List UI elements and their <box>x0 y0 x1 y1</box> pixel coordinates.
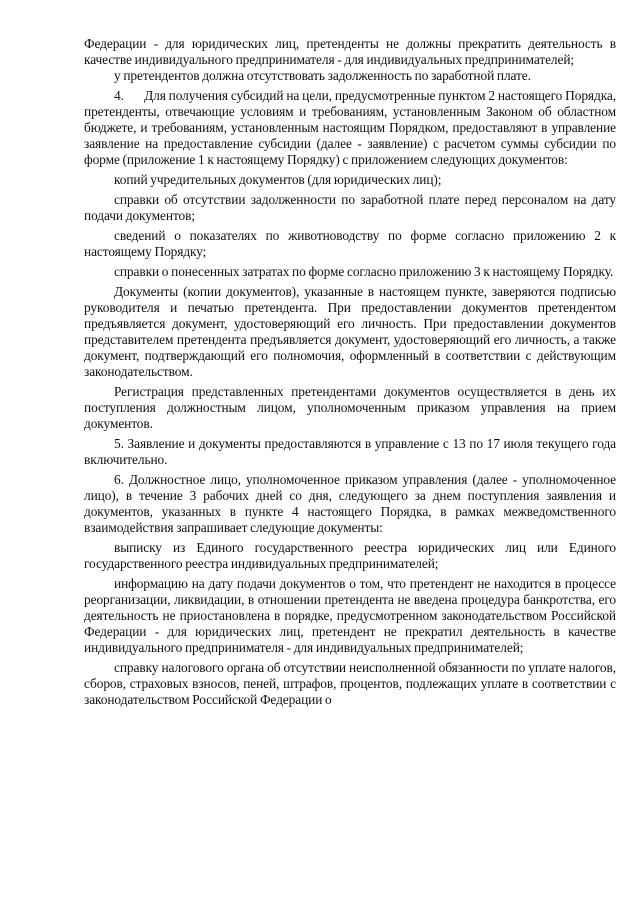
paragraph-clause-5: 5. Заявление и документы предоставляются в управление с 13 по 17 июля текущего года включительно. <box>84 436 616 467</box>
paragraph: Документы (копии документов), указанные в настоящем пункте, заверяются подписью руководителя и печатью претендента. При предоставлении документов претендентом предъявляется документ, удостоверяющий его личность. При предоставлении документов представителем претендента предъявляется документ, удостоверяющий его личность, а также документ, подтверждающий его полномочия, оформленный в соответствии с действующим законодательством. <box>84 284 616 379</box>
document-body <box>84 36 616 708</box>
list-item: выписку из Единого государственного реестра юридических лиц или Единого государственного реестра индивидуальных предпринимателей; <box>84 540 616 571</box>
list-item: копий учредительных документов (для юридических лиц); <box>114 172 442 187</box>
list-item: информацию на дату подачи документов о том, что претендент не находится в процессе реорганизации, ликвидации, в отношении претендента не введена процедура банкротства, его деятельность не приостановлена в порядке, предусмотренном законодательством Российской Федерации - для юридических лиц, претендент не прекратил деятельность в качестве индивидуального предпринимателя - для индивидуальных предпринимателей; <box>84 576 616 655</box>
paragraph-clause-4: 4. Для получения субсидий на цели, предусмотренные пунктом 2 настоящего Порядка, претенденты, отвечающие условиям и требованиям, установленным Законом об областном бюджете, и требованиям, установленным настоящим Порядком, предоставляют в управление заявление на предоставление субсидии (далее - заявление) с расчетом суммы субсидии по форме (приложение 1 к настоящему Порядку) с приложением следующих документов: <box>84 88 616 167</box>
paragraph-clause-6: 6. Должностное лицо, уполномоченное приказом управления (далее - уполномоченное лицо), в течение 3 рабочих дней со дня, следующего за днем поступления заявления и документов, указанных в пункте 4 настоящего Порядка, в рамках межведомственного взаимодействия запрашивает следующие документы: <box>84 472 616 535</box>
list-item: справку налогового органа об отсутствии неисполненной обязанности по уплате налогов, сборов, страховых взносов, пеней, штрафов, процентов, подлежащих уплате в соответствии с законодательством Российской Федерации о <box>84 660 616 707</box>
paragraph: Регистрация представленных претендентами документов осуществляется в день их поступления должностным лицом, уполномоченным приказом управления на прием документов. <box>84 384 616 431</box>
list-item: справки о понесенных затратах по форме согласно приложению 3 к настоящему Порядку. <box>114 264 614 279</box>
list-item: справки об отсутствии задолженности по заработной плате перед персоналом на дату подачи документов; <box>84 192 616 223</box>
paragraph-continuation: Федерации - для юридических лиц, претенденты не должны прекратить деятельность в качестве индивидуального предпринимателя - для индивидуальных предпринимателей; <box>84 36 616 67</box>
list-item: сведений о показателях по животноводству по форме согласно приложению 2 к настоящему Порядку; <box>84 228 616 259</box>
paragraph: у претендентов должна отсутствовать задолженность по заработной плате. <box>114 68 531 83</box>
